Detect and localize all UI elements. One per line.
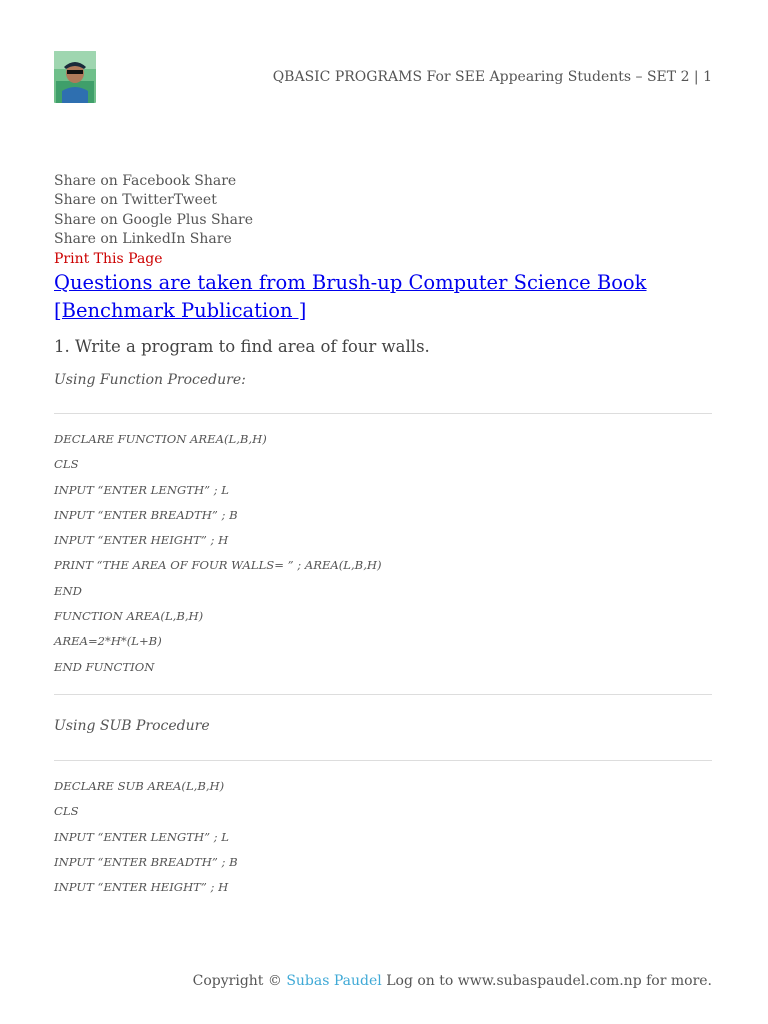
footer-suffix: Log on to www.subaspaudel.com.np for more. [381, 973, 712, 989]
function-code-block [54, 432, 382, 685]
code-line: INPUT “ENTER HEIGHT” ; H [54, 533, 229, 548]
share-linkedin-link[interactable]: Share on LinkedIn Share [54, 231, 232, 248]
divider [54, 694, 712, 695]
code-line: DECLARE SUB AREA(L,B,H) [54, 779, 225, 793]
code-line: INPUT “ENTER LENGTH” ; L [54, 482, 229, 497]
divider [54, 413, 712, 414]
share-twitter-link[interactable]: Share on TwitterTweet [54, 192, 217, 209]
code-line: CLS [54, 457, 79, 472]
source-book-link[interactable]: Questions are taken from Brush-up Computer Science Book [Benchmark Publication ] [54, 271, 647, 322]
question-heading: 1. Write a program to find area of four walls. [54, 337, 430, 356]
footer [193, 973, 712, 989]
sub-code-block [54, 779, 238, 905]
print-page-link[interactable]: Print This Page [54, 250, 163, 267]
share-facebook-link[interactable]: Share on Facebook Share [54, 173, 237, 189]
share-links [54, 172, 253, 269]
code-line: INPUT “ENTER BREADTH” ; B [54, 854, 238, 869]
sub-procedure-label: Using SUB Procedure [54, 718, 210, 734]
code-line: INPUT “ENTER LENGTH” ; L [54, 829, 229, 844]
copyright-prefix: Copyright © [192, 973, 287, 989]
function-procedure-label: Using Function Procedure: [54, 372, 246, 388]
code-line: FUNCTION AREA(L,B,H) [54, 609, 204, 624]
author-avatar [54, 51, 96, 103]
divider [54, 760, 712, 761]
code-line: CLS [54, 804, 79, 819]
code-line: AREA=2*H*(L+B) [54, 634, 162, 649]
share-googleplus-link[interactable]: Share on Google Plus Share [54, 211, 253, 228]
code-line: INPUT “ENTER HEIGHT” ; H [54, 880, 229, 895]
code-line: END [54, 583, 82, 598]
page-header-title: QBASIC PROGRAMS For SEE Appearing Students – SET 2 | 1 [272, 69, 712, 85]
code-line: END FUNCTION [54, 659, 155, 674]
code-line: DECLARE FUNCTION AREA(L,B,H) [54, 432, 267, 446]
author-link[interactable]: Subas Paudel [286, 973, 382, 989]
code-line: PRINT “THE AREA OF FOUR WALLS= ” ; AREA(L,B,H) [54, 558, 382, 573]
code-line: INPUT “ENTER BREADTH” ; B [54, 507, 238, 522]
